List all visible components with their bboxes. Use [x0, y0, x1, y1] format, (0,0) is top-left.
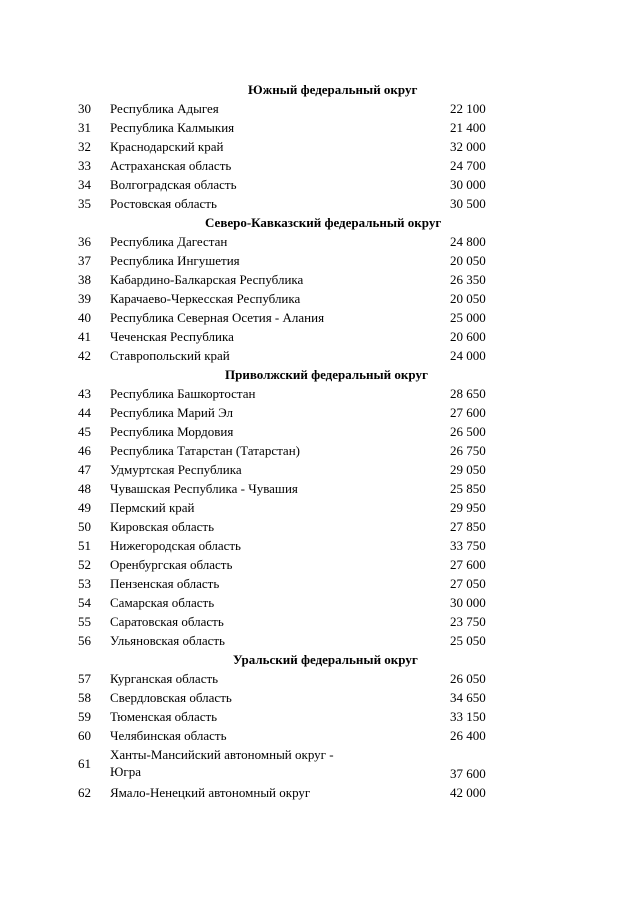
region-value: 20 050 [450, 253, 486, 268]
region-value: 21 400 [450, 120, 486, 135]
row-number: 45 [78, 424, 91, 439]
region-name: Свердловская область [110, 690, 232, 705]
table-row [0, 270, 640, 289]
table-row [0, 745, 640, 783]
region-value: 26 400 [450, 728, 486, 743]
table-row [0, 422, 640, 441]
row-number: 39 [78, 291, 91, 306]
section-header: Южный федеральный округ [248, 82, 418, 97]
region-value: 27 600 [450, 557, 486, 572]
row-number: 54 [78, 595, 91, 610]
table-row [0, 327, 640, 346]
region-name: Пензенская область [110, 576, 220, 591]
section-header: Северо-Кавказский федеральный округ [205, 215, 442, 230]
row-number: 30 [78, 101, 91, 116]
region-name: Ямало-Ненецкий автономный округ [110, 785, 311, 800]
region-value: 32 000 [450, 139, 486, 154]
region-value: 26 350 [450, 272, 486, 287]
region-value: 27 600 [450, 405, 486, 420]
region-name: Республика Северная Осетия - Алания [110, 310, 325, 325]
table-row [0, 707, 640, 726]
row-number: 48 [78, 481, 91, 496]
region-name: Ханты-Мансийский автономный округ - Югра [110, 747, 334, 779]
table-row [0, 593, 640, 612]
row-number: 42 [78, 348, 91, 363]
table-row [0, 498, 640, 517]
table-row [0, 688, 640, 707]
region-value: 24 000 [450, 348, 486, 363]
region-value: 34 650 [450, 690, 486, 705]
region-name: Кировская область [110, 519, 215, 534]
table-row [0, 555, 640, 574]
row-number: 33 [78, 158, 91, 173]
row-number: 59 [78, 709, 91, 724]
region-name: Оренбургская область [110, 557, 233, 572]
region-name: Кабардино-Балкарская Республика [110, 272, 304, 287]
region-value: 25 000 [450, 310, 486, 325]
region-value: 28 650 [450, 386, 486, 401]
region-value: 26 500 [450, 424, 486, 439]
region-value: 26 050 [450, 671, 486, 686]
region-value: 30 000 [450, 595, 486, 610]
region-value: 25 050 [450, 633, 486, 648]
region-name: Республика Дагестан [110, 234, 228, 249]
region-value: 29 950 [450, 500, 486, 515]
region-name: Саратовская область [110, 614, 224, 629]
table-row [0, 441, 640, 460]
region-name: Нижегородская область [110, 538, 241, 553]
row-number: 55 [78, 614, 91, 629]
table-row [0, 251, 640, 270]
table-row [0, 137, 640, 156]
row-number: 53 [78, 576, 91, 591]
table-row [0, 726, 640, 745]
table-row [0, 308, 640, 327]
row-number: 47 [78, 462, 91, 477]
row-number: 46 [78, 443, 91, 458]
region-name: Республика Марий Эл [110, 405, 233, 420]
row-number: 50 [78, 519, 91, 534]
region-name: Ставропольский край [110, 348, 230, 363]
row-number: 51 [78, 538, 91, 553]
table-row [0, 612, 640, 631]
region-name: Чувашская Республика - Чувашия [110, 481, 298, 496]
region-value: 42 000 [450, 785, 486, 800]
row-number: 34 [78, 177, 91, 192]
table-row [0, 631, 640, 650]
region-value: 24 700 [450, 158, 486, 173]
region-name: Республика Татарстан (Татарстан) [110, 443, 300, 458]
region-name: Республика Калмыкия [110, 120, 235, 135]
section-header: Уральский федеральный округ [233, 652, 418, 667]
region-value: 20 600 [450, 329, 486, 344]
table-row [0, 574, 640, 593]
region-name: Ростовская область [110, 196, 217, 211]
region-value: 33 150 [450, 709, 486, 724]
table-row [0, 517, 640, 536]
row-number: 37 [78, 253, 91, 268]
row-number: 40 [78, 310, 91, 325]
region-table [0, 80, 640, 802]
row-number: 43 [78, 386, 91, 401]
row-number: 58 [78, 690, 91, 705]
row-number: 44 [78, 405, 91, 420]
table-row [0, 194, 640, 213]
row-number: 38 [78, 272, 91, 287]
table-row [0, 384, 640, 403]
region-value: 30 500 [450, 196, 486, 211]
region-value: 23 750 [450, 614, 486, 629]
region-name: Курганская область [110, 671, 219, 686]
row-number: 49 [78, 500, 91, 515]
region-value: 25 850 [450, 481, 486, 496]
region-value: 30 000 [450, 177, 486, 192]
region-value: 22 100 [450, 101, 486, 116]
row-number: 57 [78, 671, 91, 686]
region-value: 27 050 [450, 576, 486, 591]
table-row [0, 460, 640, 479]
table-row [0, 346, 640, 365]
region-name: Самарская область [110, 595, 215, 610]
region-name: Чеченская Республика [110, 329, 234, 344]
table-row [0, 232, 640, 251]
region-name: Карачаево-Черкесская Республика [110, 291, 301, 306]
table-row [0, 669, 640, 688]
table-row [0, 156, 640, 175]
table-row [0, 175, 640, 194]
region-name: Республика Ингушетия [110, 253, 240, 268]
table-row [0, 479, 640, 498]
row-number: 56 [78, 633, 91, 648]
region-name: Челябинская область [110, 728, 227, 743]
region-value: 33 750 [450, 538, 486, 553]
region-name: Республика Башкортостан [110, 386, 256, 401]
region-value: 24 800 [450, 234, 486, 249]
section-header: Приволжский федеральный округ [225, 367, 428, 382]
table-row [0, 289, 640, 308]
row-number: 35 [78, 196, 91, 211]
region-value: 26 750 [450, 443, 486, 458]
row-number: 61 [78, 756, 91, 771]
row-number: 41 [78, 329, 91, 344]
table-row [0, 118, 640, 137]
row-number: 36 [78, 234, 91, 249]
row-number: 60 [78, 728, 91, 743]
table-row [0, 403, 640, 422]
region-name: Республика Мордовия [110, 424, 234, 439]
region-name: Ульяновская область [110, 633, 225, 648]
region-name: Тюменская область [110, 709, 218, 724]
region-value: 27 850 [450, 519, 486, 534]
region-value: 20 050 [450, 291, 486, 306]
row-number: 32 [78, 139, 91, 154]
table-row [0, 536, 640, 555]
region-name: Астраханская область [110, 158, 232, 173]
table-row [0, 783, 640, 802]
region-value: 37 600 [450, 766, 486, 781]
row-number: 62 [78, 785, 91, 800]
table-row [0, 99, 640, 118]
region-name: Республика Адыгея [110, 101, 219, 116]
region-value: 29 050 [450, 462, 486, 477]
region-name: Пермский край [110, 500, 195, 515]
row-number: 52 [78, 557, 91, 572]
region-name: Удмуртская Республика [110, 462, 242, 477]
row-number: 31 [78, 120, 91, 135]
region-name: Краснодарский край [110, 139, 224, 154]
region-name: Волгоградская область [110, 177, 237, 192]
